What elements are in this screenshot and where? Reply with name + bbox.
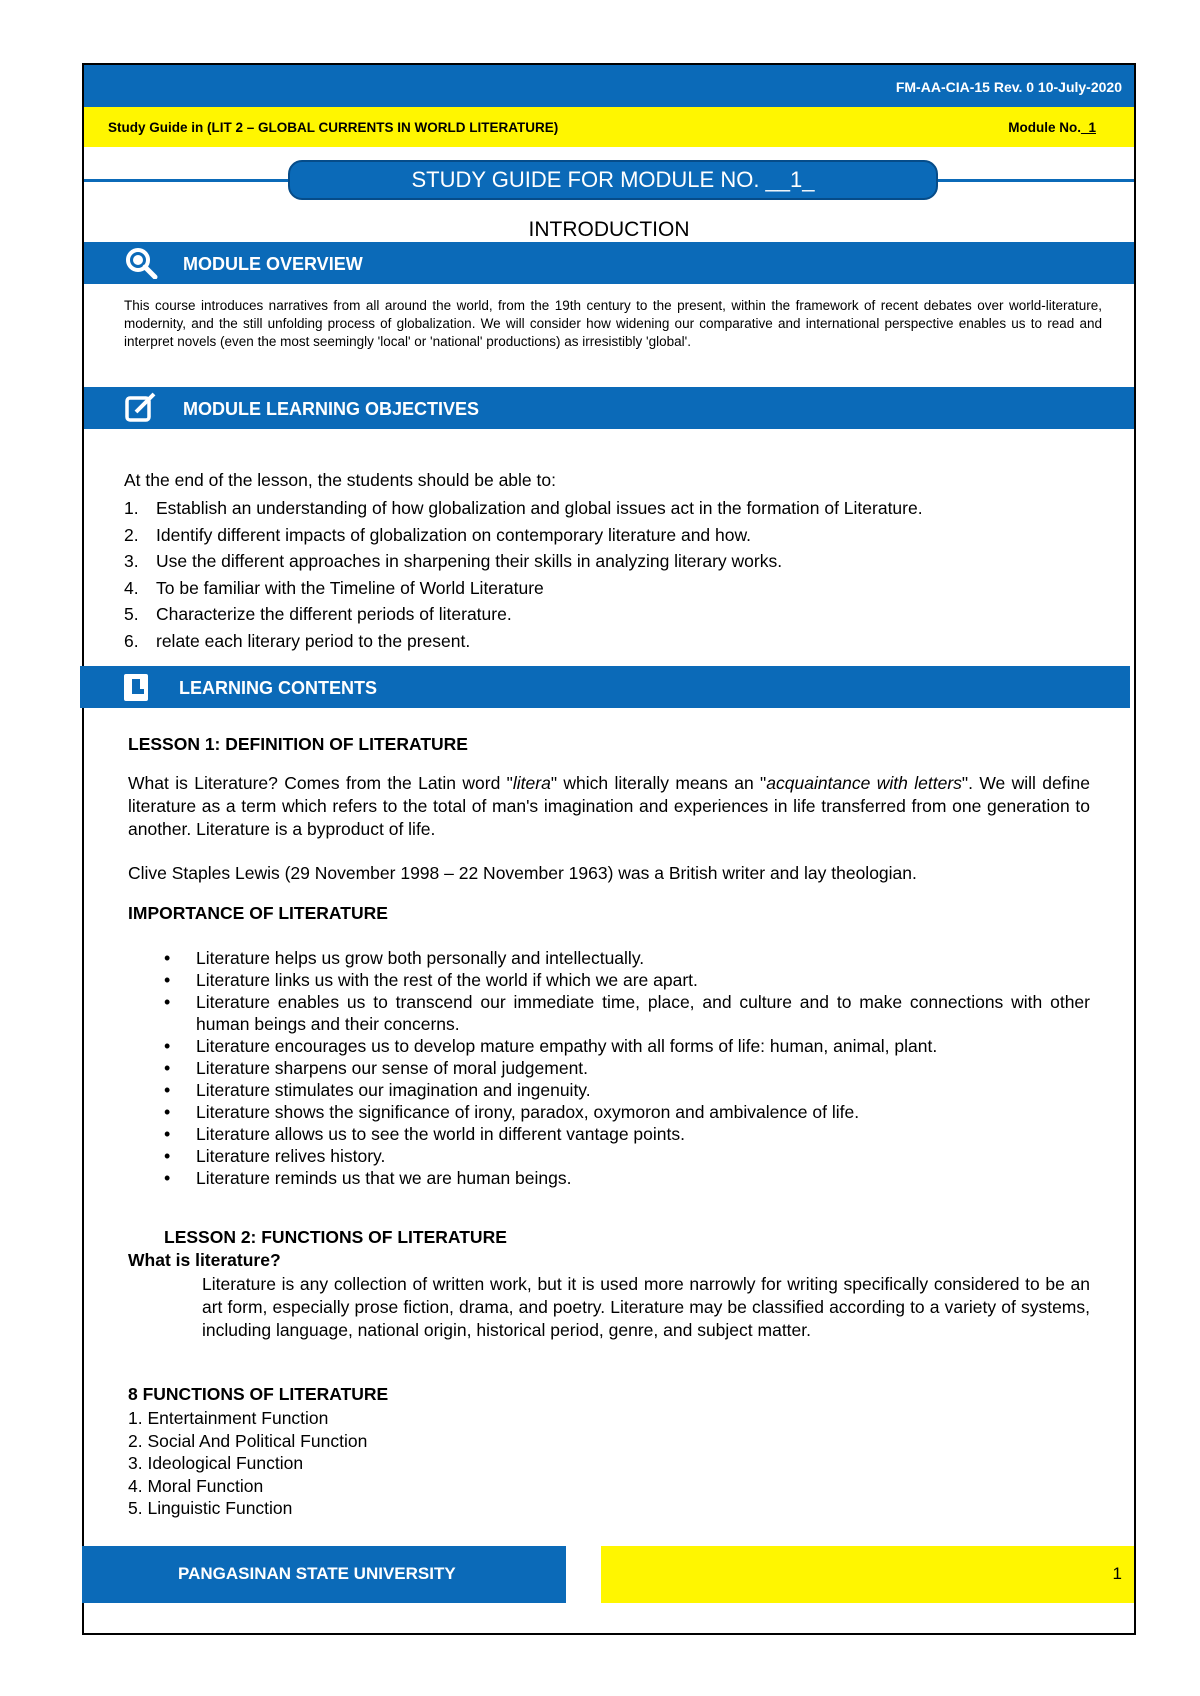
- importance-item: • Literature stimulates our imagination and ingenuity.: [128, 1079, 1090, 1101]
- function-item: 2. Social And Political Function: [128, 1430, 368, 1451]
- module-label-text: Module No.: [1008, 120, 1081, 135]
- objective-item: [124, 631, 923, 658]
- lesson-2-definition: Literature is any collection of written work, but it is used more narrowly for writing specifically considered to be an art form, especially prose fiction, drama, and poetry. Literature may be classified according to a variety of systems, including language, national origin, historical period, genre, and subject matter.: [202, 1274, 1090, 1340]
- lesson-1-note: Clive Staples Lewis (29 November 1998 – 22 November 1963) was a British writer and lay theologian.: [128, 863, 917, 883]
- text-run: " which literally means an ": [550, 773, 767, 793]
- importance-item: • Literature allows us to see the world in different vantage points.: [128, 1123, 1090, 1145]
- page-subtitle: INTRODUCTION: [528, 218, 690, 241]
- text-run: ". We will define literature as a term which refers to the total of man's imagination and experiences in life transferred from one generation to another. Literature is a byproduct of life.: [128, 773, 1090, 839]
- objectives-intro: At the end of the lesson, the students should be able to:: [124, 470, 556, 490]
- book-icon: [120, 671, 154, 703]
- section-title: MODULE LEARNING OBJECTIVES: [183, 399, 480, 419]
- functions-title: 8 FUNCTIONS OF LITERATURE: [128, 1384, 389, 1404]
- objective-number: 4.: [124, 577, 139, 598]
- importance-title: IMPORTANCE OF LITERATURE: [128, 903, 388, 923]
- objective-text: Identify different impacts of globalization on contemporary literature and how.: [156, 524, 752, 545]
- objective-number: 1.: [124, 498, 139, 518]
- objective-text: Characterize the different periods of literature.: [156, 604, 512, 624]
- lesson-1-title: LESSON 1: DEFINITION OF LITERATURE: [128, 734, 468, 754]
- objective-number: 5.: [124, 604, 139, 624]
- italic-term: acquaintance with letters: [766, 773, 962, 793]
- function-item: 3. Ideological Function: [128, 1453, 304, 1473]
- function-item: 1. Entertainment Function: [128, 1408, 329, 1428]
- objective-item: [124, 498, 923, 525]
- form-code: FM-AA-CIA-15 Rev. 0 10-July-2020: [895, 79, 1122, 95]
- importance-item: • Literature relives history.: [128, 1145, 1090, 1167]
- section-header-objectives: [84, 387, 1134, 429]
- importance-item: • Literature shows the significance of irony, paradox, oxymoron and ambivalence of life.: [128, 1101, 1090, 1123]
- italic-term: litera: [512, 773, 551, 793]
- function-item: 5. Linguistic Function: [128, 1498, 293, 1518]
- objective-text: Establish an understanding of how globalization and global issues act in the formation of Literature.: [156, 498, 923, 518]
- lesson-1-paragraph: [128, 772, 1090, 841]
- university-name: PANGASINAN STATE UNIVERSITY: [178, 1564, 456, 1583]
- objective-text: relate each literary period to the present.: [156, 630, 471, 651]
- importance-item: • Literature enables us to transcend our immediate time, place, and culture and to make connections with other human beings and their concerns.: [128, 991, 1090, 1035]
- objective-item: [124, 578, 923, 605]
- objective-item: [124, 604, 923, 631]
- objective-item: [124, 551, 923, 578]
- overview-text: This course introduces narratives from all around the world, from the 19th century to the present, within the framework of recent debates over world-literature, modernity, and the still unfolding process of globalization. We will consider how widening our comparative and international perspective enables us to read and interpret novels (even the most seemingly 'local' or 'national' productions) as irresistibly 'global'.: [124, 298, 1102, 349]
- edit-icon: [124, 392, 158, 424]
- magnifier-icon: [124, 247, 158, 279]
- section-header-overview: [84, 242, 1134, 284]
- objectives-list: [124, 498, 923, 657]
- importance-item: • Literature encourages us to develop mature empathy with all forms of life: human, animal, plant.: [128, 1035, 1090, 1057]
- section-title: MODULE OVERVIEW: [183, 254, 363, 274]
- page-title-banner: STUDY GUIDE FOR MODULE NO. __1_: [288, 160, 938, 200]
- function-item: 4. Moral Function: [128, 1475, 264, 1496]
- text-run: What is Literature? Comes from the Latin word ": [128, 773, 513, 793]
- objective-number: 6.: [124, 630, 139, 651]
- objective-text: To be familiar with the Timeline of World Literature: [156, 577, 544, 598]
- lesson-2-question: What is literature?: [128, 1250, 281, 1270]
- importance-item: • Literature sharpens our sense of moral judgement.: [128, 1057, 1090, 1079]
- form-code-bar: [84, 65, 1134, 107]
- lesson-2-title: LESSON 2: FUNCTIONS OF LITERATURE: [164, 1227, 507, 1247]
- module-number: _1: [1080, 120, 1096, 135]
- importance-item: • Literature links us with the rest of the world if which we are apart.: [128, 969, 1090, 991]
- objective-item: [124, 525, 923, 552]
- section-header-contents: [80, 666, 1130, 708]
- objective-number: 2.: [124, 524, 139, 545]
- footer-page-bar: [601, 1546, 1134, 1603]
- module-number-label: [1008, 120, 1096, 135]
- functions-list: [128, 1407, 367, 1520]
- objective-text: Use the different approaches in sharpening their skills in analyzing literary works.: [156, 551, 783, 571]
- page-number: 1: [1112, 1564, 1122, 1583]
- section-title: LEARNING CONTENTS: [179, 678, 377, 698]
- objective-number: 3.: [124, 551, 139, 571]
- importance-item: • Literature helps us grow both personally and intellectually.: [128, 947, 1090, 969]
- importance-item: • Literature reminds us that we are human beings.: [128, 1167, 1090, 1189]
- study-guide-label: Study Guide in (LIT 2 – GLOBAL CURRENTS IN WORLD LITERATURE): [108, 120, 559, 135]
- footer-university-bar: [82, 1546, 566, 1603]
- importance-list: [128, 947, 1090, 1189]
- study-guide-bar: [84, 107, 1134, 147]
